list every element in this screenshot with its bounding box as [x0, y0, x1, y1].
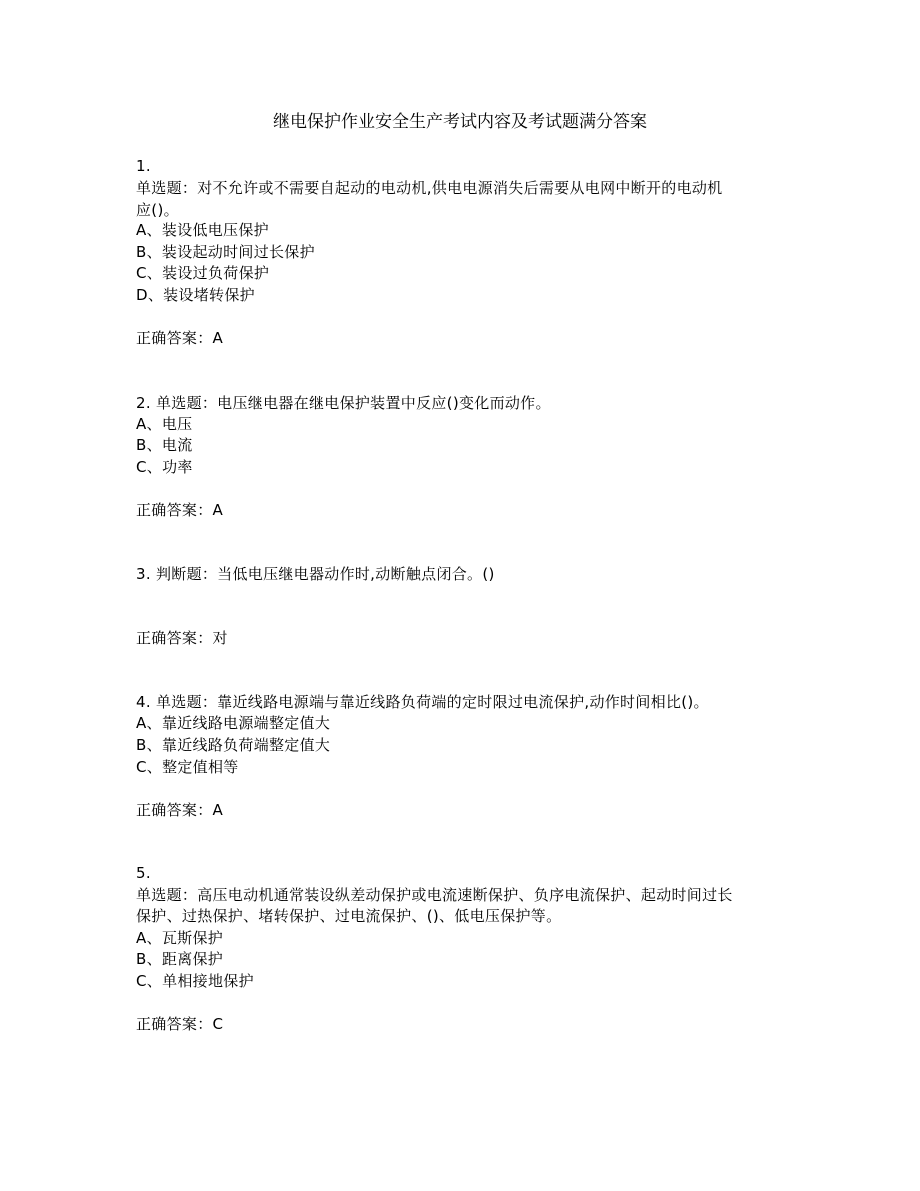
correct-answer: 正确答案：A [136, 329, 224, 347]
option-b: B、距离保护 [136, 950, 224, 968]
question-stem: 单选题：对不允许或不需要自起动的电动机,供电电源消失后需要从电网中断开的电动机 [136, 179, 723, 197]
option-a: A、瓦斯保护 [136, 929, 224, 947]
option-c: C、整定值相等 [136, 758, 239, 776]
correct-answer: 正确答案：A [136, 801, 224, 819]
option-a: A、靠近线路电源端整定值大 [136, 714, 331, 732]
option-c: C、装设过负荷保护 [136, 264, 270, 282]
option-b: B、电流 [136, 436, 193, 454]
question-stem-continued: 应()。 [136, 201, 179, 219]
question-stem: 单选题：高压电动机通常装设纵差动保护或电流速断保护、负序电流保护、起动时间过长 [136, 886, 733, 904]
option-c: C、单相接地保护 [136, 972, 254, 990]
question-stem: 4. 单选题：靠近线路电源端与靠近线路负荷端的定时限过电流保护,动作时间相比()。 [136, 693, 709, 711]
option-a: A、电压 [136, 415, 193, 433]
question-number: 1. [136, 157, 151, 175]
question-stem-continued: 保护、过热保护、堵转保护、过电流保护、()、低电压保护等。 [136, 907, 562, 925]
option-a: A、装设低电压保护 [136, 221, 269, 239]
question-stem: 3. 判断题：当低电压继电器动作时,动断触点闭合。() [136, 565, 495, 583]
option-b: B、靠近线路负荷端整定值大 [136, 736, 331, 754]
option-b: B、装设起动时间过长保护 [136, 243, 315, 261]
document-title: 继电保护作业安全生产考试内容及考试题满分答案 [273, 112, 647, 132]
option-c: C、功率 [136, 458, 193, 476]
question-number: 5. [136, 864, 151, 882]
option-d: D、装设堵转保护 [136, 286, 255, 304]
question-stem: 2. 单选题：电压继电器在继电保护装置中反应()变化而动作。 [136, 394, 551, 412]
correct-answer: 正确答案：A [136, 501, 224, 519]
correct-answer: 正确答案：对 [136, 629, 228, 647]
correct-answer: 正确答案：C [136, 1015, 224, 1033]
